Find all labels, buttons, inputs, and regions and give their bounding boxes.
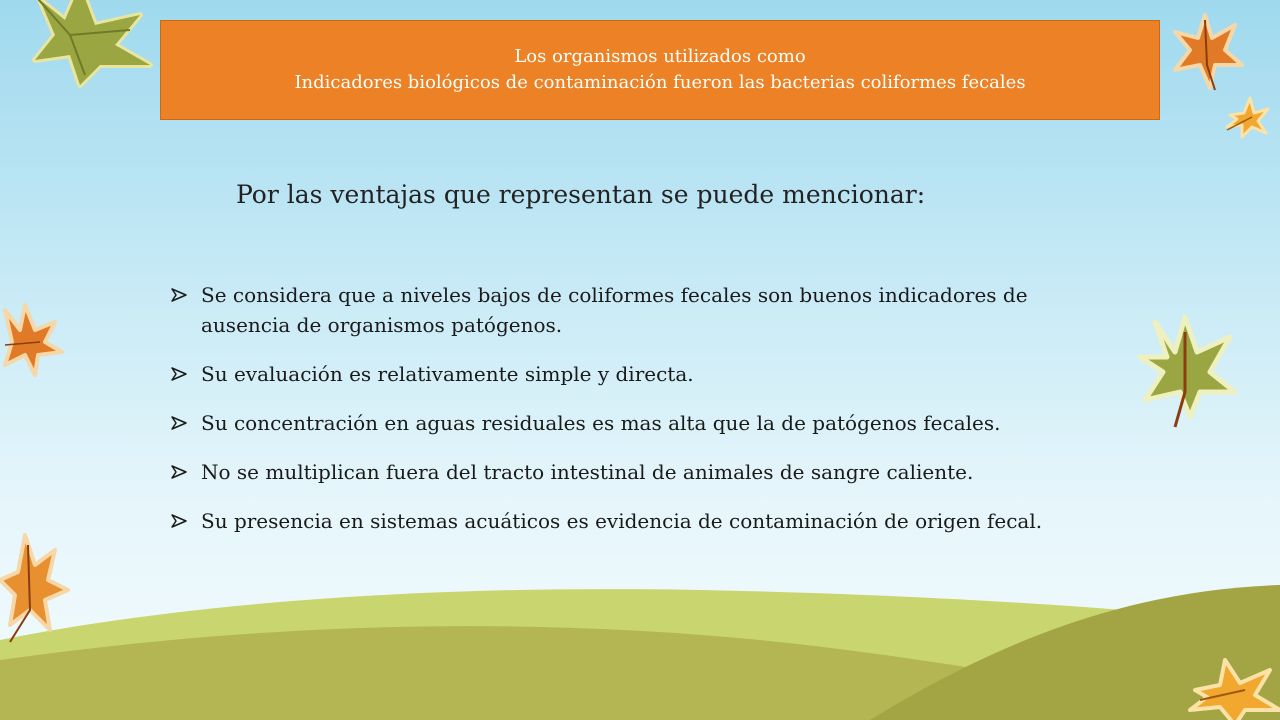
title-line-2: Indicadores biológicos de contaminación fueron las bacterias coliformes fecales (294, 72, 1026, 93)
title-box (160, 20, 1160, 120)
leaf-orange-bottom-left-icon (0, 530, 70, 645)
title-line-1: Los organismos utilizados como (514, 46, 806, 67)
leaf-green-top-left-icon (10, 0, 160, 90)
list-item (170, 280, 1090, 340)
list-item (170, 457, 1090, 487)
leaf-orange-top-right-icon (1170, 10, 1245, 95)
list-item (170, 506, 1090, 536)
arrow-bullet-icon (170, 367, 188, 381)
list-item-text: Su evaluación es relativamente simple y directa. (201, 362, 694, 386)
leaf-green-right-icon (1135, 312, 1240, 432)
arrow-bullet-icon (170, 416, 188, 430)
bullet-list (170, 280, 1090, 555)
list-item-text: Su concentración en aguas residuales es mas alta que la de patógenos fecales. (201, 411, 1001, 435)
leaf-orange-left-icon (0, 300, 65, 380)
leaf-yellow-top-right-icon (1222, 95, 1272, 140)
list-item-text: No se multiplican fuera del tracto intestinal de animales de sangre caliente. (201, 460, 974, 484)
list-item (170, 408, 1090, 438)
list-item-text: Se considera que a niveles bajos de coliformes fecales son buenos indicadores de ausencia de organismos patógenos. (201, 283, 1028, 337)
list-item (170, 359, 1090, 389)
arrow-bullet-icon (170, 465, 188, 479)
subtitle: Por las ventajas que representan se puede mencionar: (236, 180, 926, 209)
arrow-bullet-icon (170, 288, 188, 302)
arrow-bullet-icon (170, 514, 188, 528)
list-item-text: Su presencia en sistemas acuáticos es evidencia de contaminación de origen fecal. (201, 509, 1043, 533)
leaf-yellow-bottom-right-icon (1185, 655, 1280, 720)
